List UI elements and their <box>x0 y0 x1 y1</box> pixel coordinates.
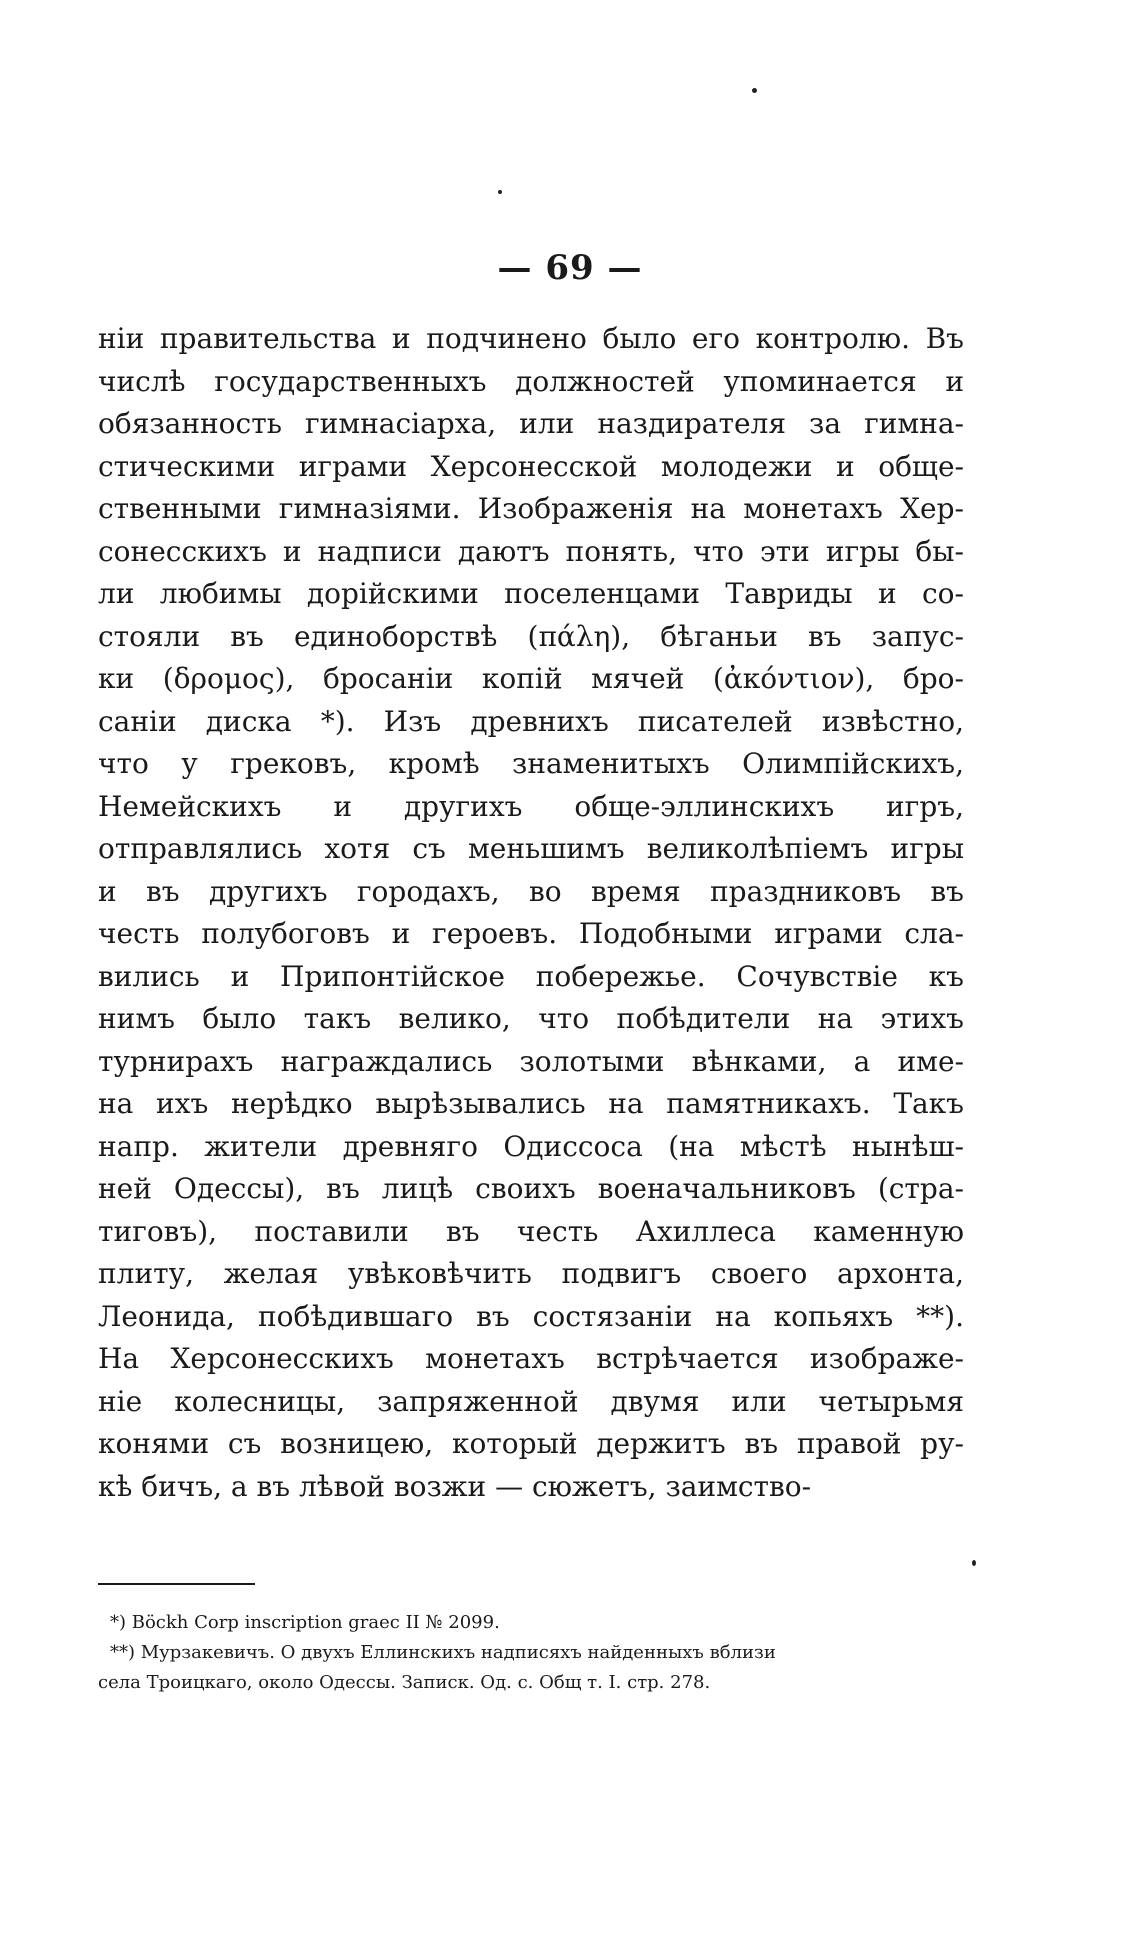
print-speck <box>972 1560 976 1566</box>
text-line: отправлялись хотя съ меньшимъ великолѣпiемъ игры <box>98 832 964 865</box>
text-line: нiи правительства и подчинено было его контролю. Въ <box>98 322 964 355</box>
body-text <box>98 318 964 1508</box>
text-line: и въ другихъ городахъ, во время праздниковъ въ <box>98 874 964 908</box>
footnote-2-line-1: **) Мурзакевичъ. О двухъ Еллинскихъ надписяхъ найденныхъ вблизи <box>110 1642 776 1663</box>
text-line: что у грековъ, кромѣ знаменитыхъ Олимпiйскихъ, <box>98 747 964 780</box>
text-line: тиговъ), поставили въ честь Ахиллеса каменную <box>98 1214 964 1248</box>
text-line: плиту, желая увѣковѣчить подвигъ своего архонта, <box>98 1257 964 1290</box>
text-line: нимъ было такъ велико, что побѣдители на этихъ <box>98 1002 964 1035</box>
text-line: Немейскихъ и другихъ обще-эллинскихъ игръ, <box>98 789 964 823</box>
print-speck <box>752 88 757 93</box>
text-line: обязанность гимнасiарха, или наздирателя за гимна- <box>98 407 964 440</box>
text-line: числѣ государственныхъ должностей упоминается и <box>98 364 964 398</box>
text-line: стическими играми Херсонесской молодежи и обще- <box>98 449 964 483</box>
print-speck <box>498 190 502 194</box>
footnote-2-line-2: села Троицкаго, около Одессы. Записк. Од. с. Общ т. I. стр. 278. <box>98 1672 711 1693</box>
text-line: нiе колесницы, запряженной двумя или четырьмя <box>98 1384 964 1418</box>
text-line: стояли въ единоборствѣ (πάλη), бѣганьи въ запус- <box>98 619 964 653</box>
text-line: конями съ возницею, который держитъ въ правой ру- <box>98 1427 964 1460</box>
text-line: турнирахъ награждались золотыми вѣнками, а име- <box>98 1044 964 1078</box>
text-line: На Херсонесскихъ монетахъ встрѣчается изображе- <box>98 1342 964 1375</box>
footnote-divider <box>98 1583 255 1585</box>
text-line: на ихъ нерѣдко вырѣзывались на памятникахъ. Такъ <box>98 1087 964 1120</box>
text-line: санiи диска *). Изъ древнихъ писателей извѣстно, <box>98 704 964 738</box>
text-line: сонесскихъ и надписи даютъ понять, что эти игры бы- <box>98 534 964 568</box>
text-line: ственными гимназiями. Изображенiя на монетахъ Хер- <box>98 492 964 525</box>
text-line: кѣ бичъ, а въ лѣвой возжи — сюжетъ, заимство- <box>98 1469 812 1503</box>
text-line: Леонида, побѣдившаго въ состязанiи на копьяхъ **). <box>98 1299 964 1333</box>
text-line: ки (δρομος), бросанiи копiй мячей (ἀκόντιον), бро- <box>98 662 964 695</box>
footnotes <box>98 1608 968 1698</box>
text-line: ней Одессы), въ лицѣ своихъ военачальниковъ (стра- <box>98 1172 964 1205</box>
text-line: честь полубоговъ и героевъ. Подобными играми сла- <box>98 917 964 950</box>
text-line: вились и Припонтiйское побережье. Сочувствiе къ <box>98 959 964 993</box>
text-line: ли любимы дорiйскими поселенцами Тавриды и со- <box>98 577 964 610</box>
text-line: напр. жители древняго Одиссоса (на мѣстѣ нынѣш- <box>98 1129 964 1163</box>
footnote-1: *) Böckh Corp inscription graec II № 2099. <box>110 1612 500 1633</box>
page-number: — 69 — <box>497 248 643 288</box>
